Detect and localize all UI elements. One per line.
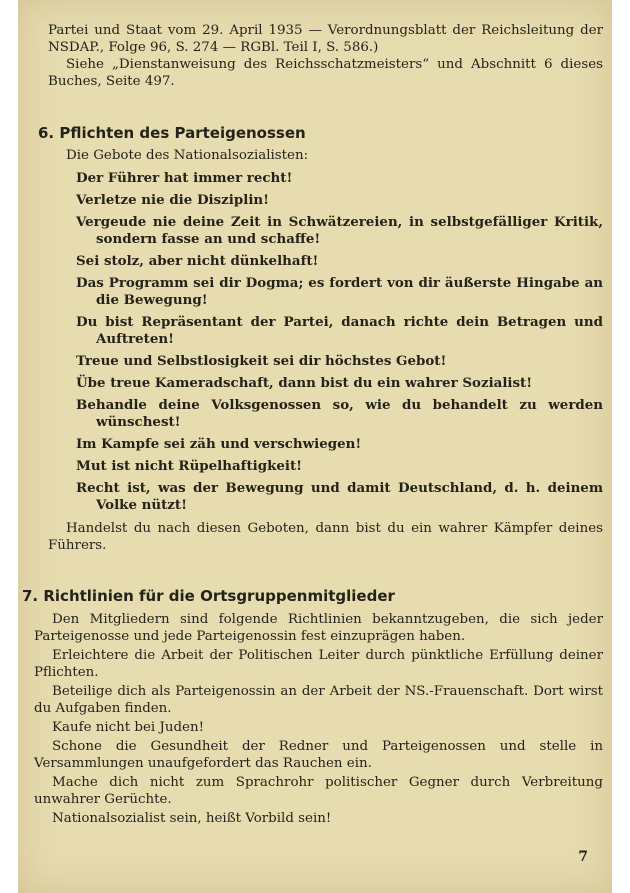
- section-6-heading: 6. Pflichten des Parteigenossen: [38, 124, 306, 142]
- commandment: Das Programm sei dir Dogma; es fordert von dir äußerste Hingabe an die Bewegung!: [76, 275, 603, 308]
- guideline-paragraph: Den Mitgliedern sind folgende Richtlinien bekanntzugeben, die sich jeder Parteigenosse und jede Parteigenossin fest einzuprägen haben.: [34, 612, 603, 644]
- section-6-closing: Handelst du nach diesen Geboten, dann bist du ein wahrer Kämpfer deines Führers.: [48, 521, 603, 553]
- guideline-paragraph: Beteilige dich als Parteigenossin an der Arbeit der NS.-Frauenschaft. Dort wirst du Aufgaben finden.: [34, 684, 603, 716]
- guideline-paragraph: Kaufe nicht bei Juden!: [52, 720, 204, 735]
- guideline-paragraph: Schone die Gesundheit der Redner und Parteigenossen und stelle in Versammlungen unaufgefordert das Rauchen ein.: [34, 739, 603, 771]
- section-6-lead: Die Gebote des Nationalsozialisten:: [66, 148, 309, 163]
- commandment: Du bist Repräsentant der Partei, danach richte dein Betragen und Auftreten!: [76, 314, 603, 347]
- book-page: [18, 0, 612, 893]
- section-7-heading: 7. Richtlinien für die Ortsgruppenmitglieder: [22, 587, 395, 605]
- commandment: Sei stolz, aber nicht dünkelhaft!: [76, 253, 319, 269]
- commandment: Behandle deine Volksgenossen so, wie du behandelt zu werden wünschest!: [76, 397, 603, 430]
- commandment: Vergeude nie deine Zeit in Schwätzereien, in selbstgefälliger Kritik, sondern fasse an und schaffe!: [76, 214, 603, 247]
- page-content: [22, 22, 603, 829]
- intro-line: Siehe „Dienstanweisung des Reichsschatzmeisters“ und Abschnitt 6 dieses Buches, Seite 497.: [48, 57, 603, 89]
- commandments-list: [76, 170, 603, 514]
- commandment: Der Führer hat immer recht!: [76, 170, 293, 186]
- guidelines-block: [34, 611, 603, 827]
- intro-block: [48, 22, 603, 90]
- page-number: 7: [578, 849, 588, 865]
- commandment: Übe treue Kameradschaft, dann bist du ein wahrer Sozialist!: [76, 375, 533, 391]
- commandment: Im Kampfe sei zäh und verschwiegen!: [76, 436, 362, 452]
- intro-line: Partei und Staat vom 29. April 1935 — Verordnungsblatt der Reichsleitung der NSDAP., Folge 96, S. 274 — RGBl. Teil I, S. 586.): [48, 23, 603, 55]
- commandment: Mut ist nicht Rüpelhaftigkeit!: [76, 458, 303, 474]
- guideline-paragraph: Nationalsozialist sein, heißt Vorbild sein!: [52, 811, 332, 826]
- commandment: Treue und Selbstlosigkeit sei dir höchstes Gebot!: [76, 353, 447, 369]
- commandment: Recht ist, was der Bewegung und damit Deutschland, d. h. deinem Volke nützt!: [76, 480, 603, 513]
- guideline-paragraph: Mache dich nicht zum Sprachrohr politischer Gegner durch Verbreitung unwahrer Gerüchte.: [34, 775, 603, 807]
- commandment: Verletze nie die Disziplin!: [76, 192, 270, 208]
- guideline-paragraph: Erleichtere die Arbeit der Politischen Leiter durch pünktliche Erfüllung deiner Pflichten.: [34, 648, 603, 680]
